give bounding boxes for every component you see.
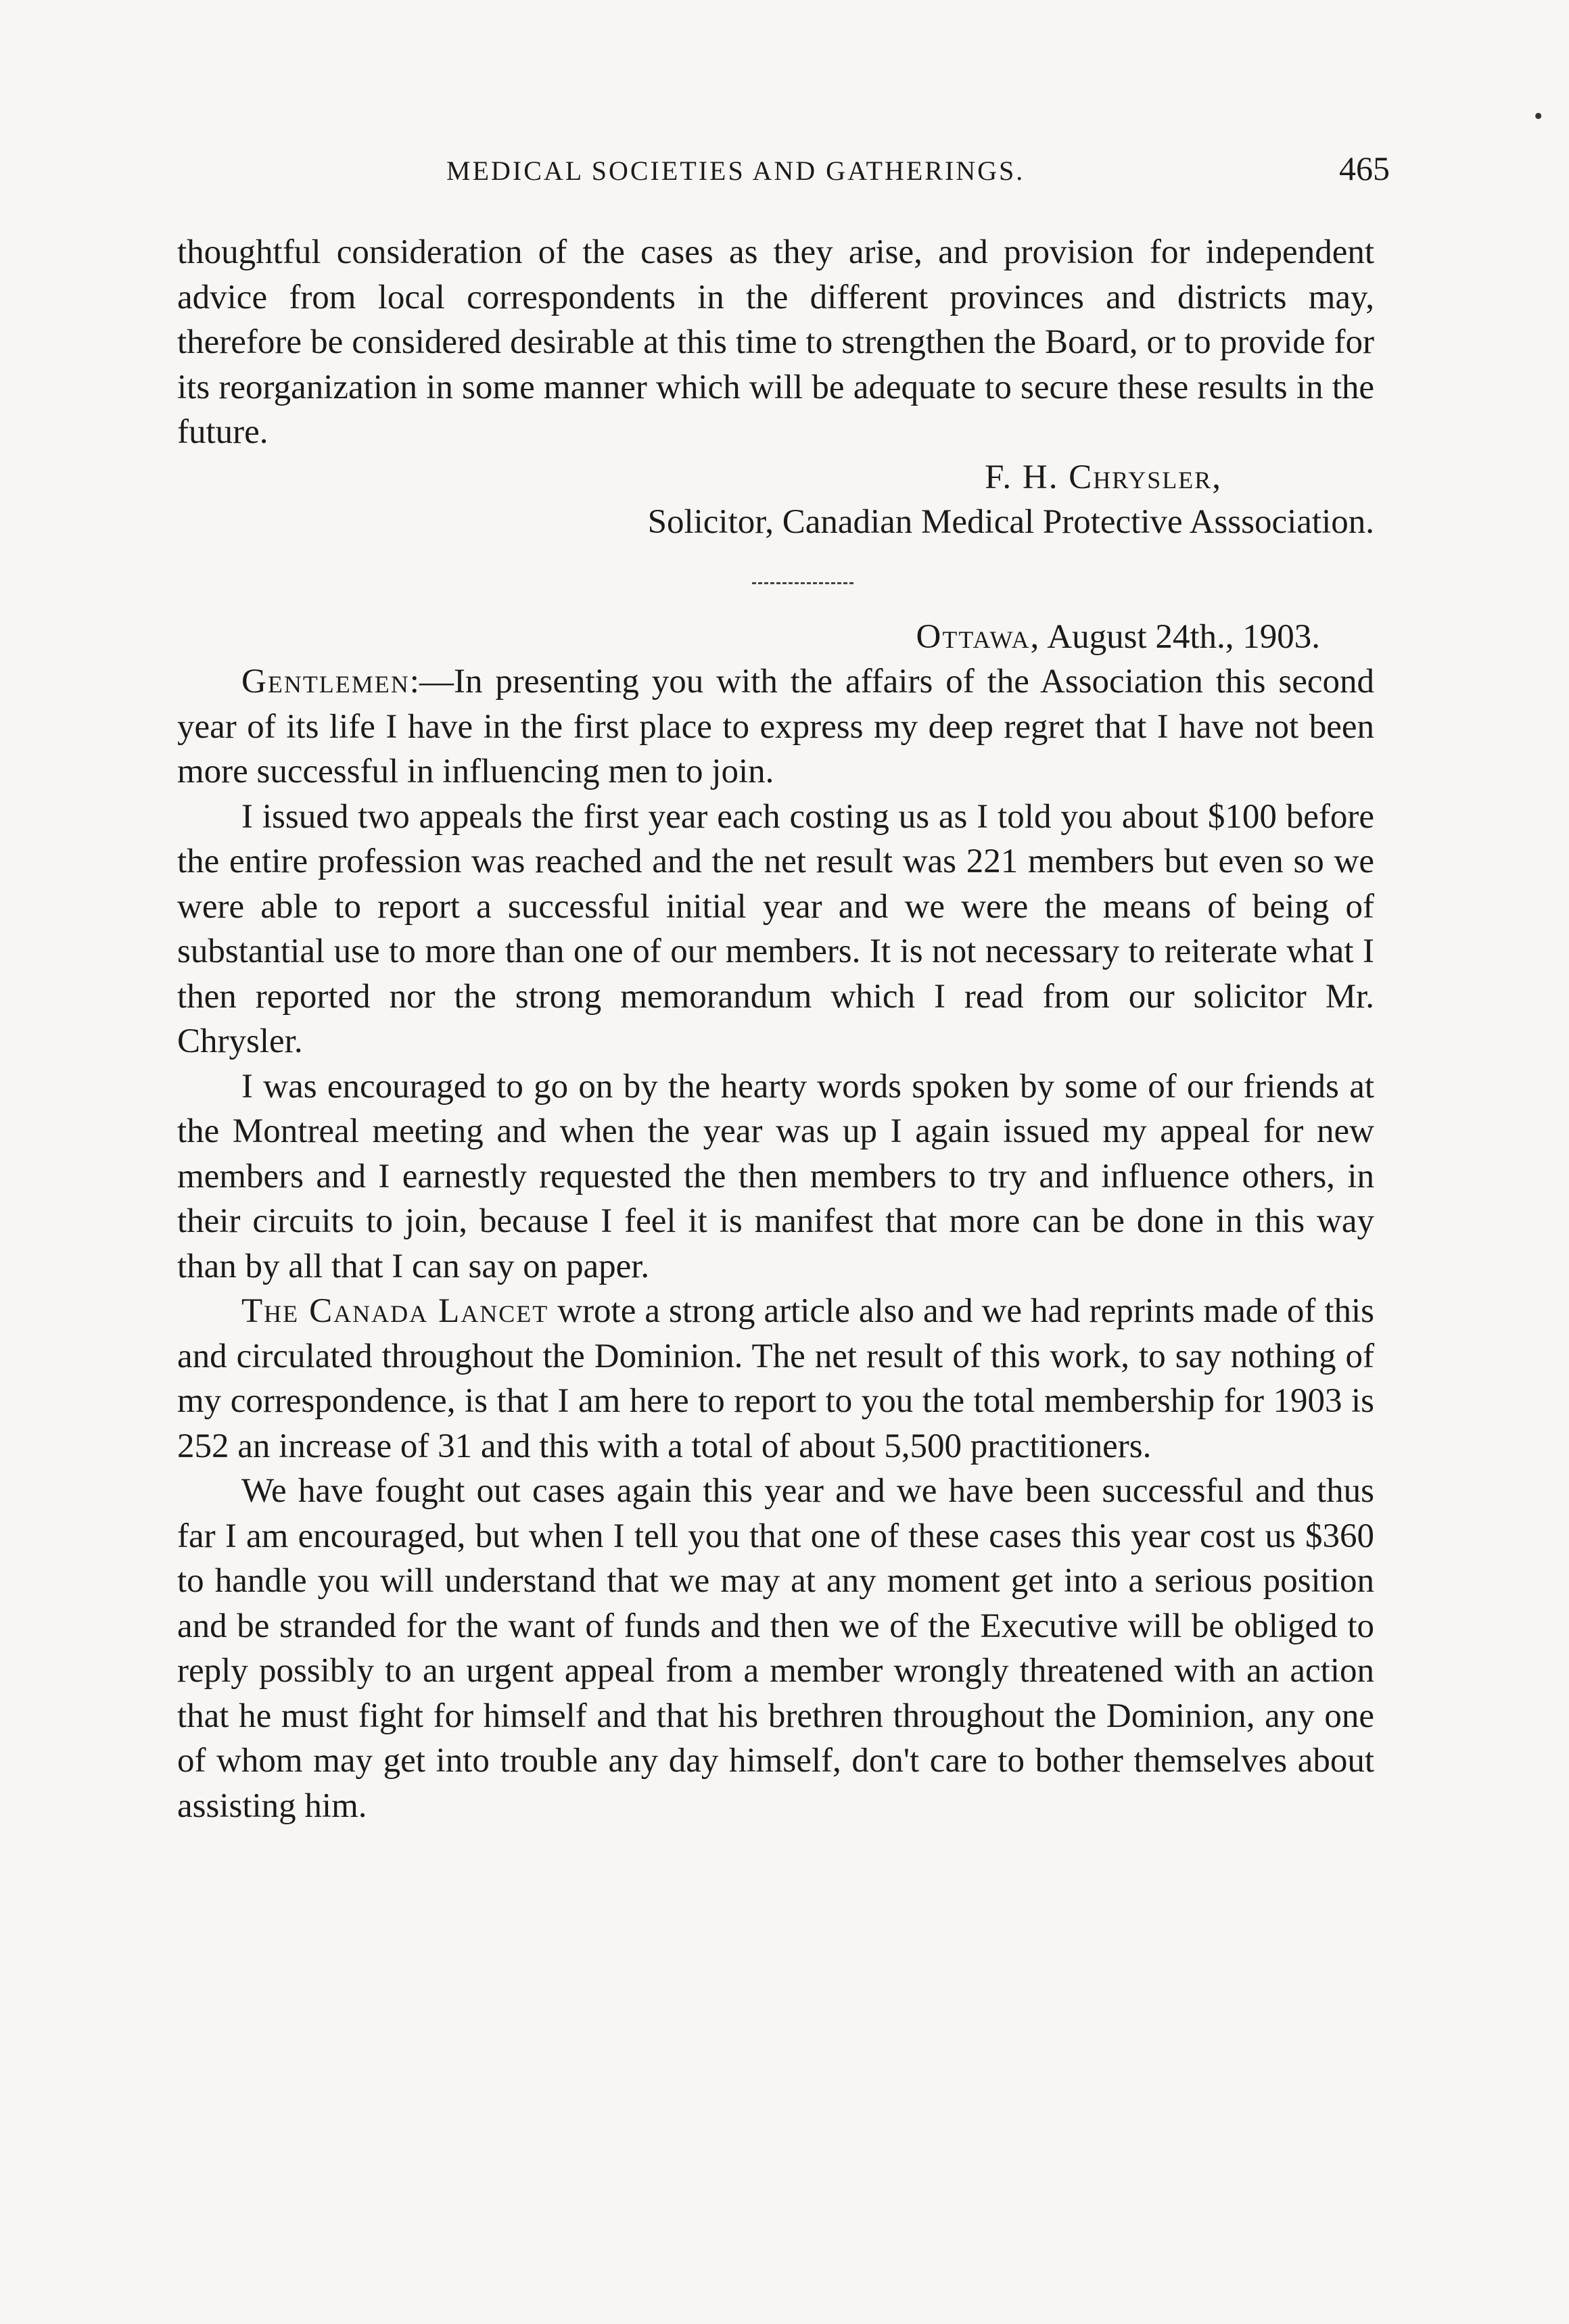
signature-name-text: F. H. Chrysler, xyxy=(985,458,1222,496)
running-header xyxy=(446,149,1390,188)
running-title: MEDICAL SOCIETIES AND GATHERINGS. xyxy=(446,156,1025,186)
section-separator xyxy=(752,582,853,584)
paragraph-salutation xyxy=(177,659,1374,795)
margin-dot-mark: • xyxy=(1534,102,1543,131)
letter-dateline xyxy=(177,615,1374,660)
page-number: 465 xyxy=(1339,149,1390,187)
dateline-place: Ottawa, xyxy=(916,617,1041,656)
dateline-date: August 24th., 1903. xyxy=(1040,617,1320,656)
journal-name: The Canada Lancet xyxy=(241,1292,549,1330)
paragraph-continuation: thoughtful consideration of the cases as they arise, and provision for independent advice from local correspondents in the different provinces and districts may, therefore be considered desirable at this time to strengthen the Board, or to provide for its reorganization in some manner which will be adequate to secure these results in the future. xyxy=(177,233,1374,451)
paragraph-montreal: I was encouraged to go on by the hearty words spoken by some of our friends at the Montreal meeting and when the year was up I again issued my appeal for new members and I earnestly requested the then members to try and influence others, in their circuits to join, because I feel it is manifest that more can be done in this way than by all that I can say on paper. xyxy=(177,1067,1374,1285)
lancet-text: wrote a strong article also and we had reprints made of this and circulated throughout the Dominion. The net result of this work, to say nothing of my correspondence, is that I am here to report to you the total membership for 1903 is 252 an increase of 31 and this with a total of about 5,500 practitioners. xyxy=(177,1292,1375,1465)
signature-title: Solicitor, Canadian Medical Protective Asssociation. xyxy=(647,503,1374,541)
page-body xyxy=(177,230,1374,1828)
paragraph-appeals: I issued two appeals the first year each costing us as I told you about $100 before the entire profession was reached and the net result was 221 members but even so we were able to report a successful initial year and we were the means of being of substantial use to more than one of our members. It is not necessary to reiterate what I then reported nor the strong memorandum which I read from our solicitor Mr. Chrysler. xyxy=(177,797,1374,1060)
salutation-text: :—In presenting you with the affairs of the Association this second year of its life I have in the first place to express my deep regret that I have not been more successful in influencing men to join. xyxy=(177,663,1374,790)
paragraph-cases: We have fought out cases again this year and we have been successful and thus far I am encouraged, but when I tell you that one of these cases this year cost us $360 to handle you will understand that we may at any moment get into a serious position and be stranded for the want of funds and then we of the Executive will be obliged to reply possibly to an urgent appeal from a member wrongly threatened with an action that he must fight for himself and that his brethren throughout the Dominion, any one of whom may get into trouble any day himself, don't care to bother themselves about assisting him. xyxy=(177,1472,1374,1825)
salutation: Gentlemen xyxy=(241,663,410,701)
signature-name xyxy=(177,455,1374,500)
paragraph-lancet xyxy=(177,1289,1374,1469)
